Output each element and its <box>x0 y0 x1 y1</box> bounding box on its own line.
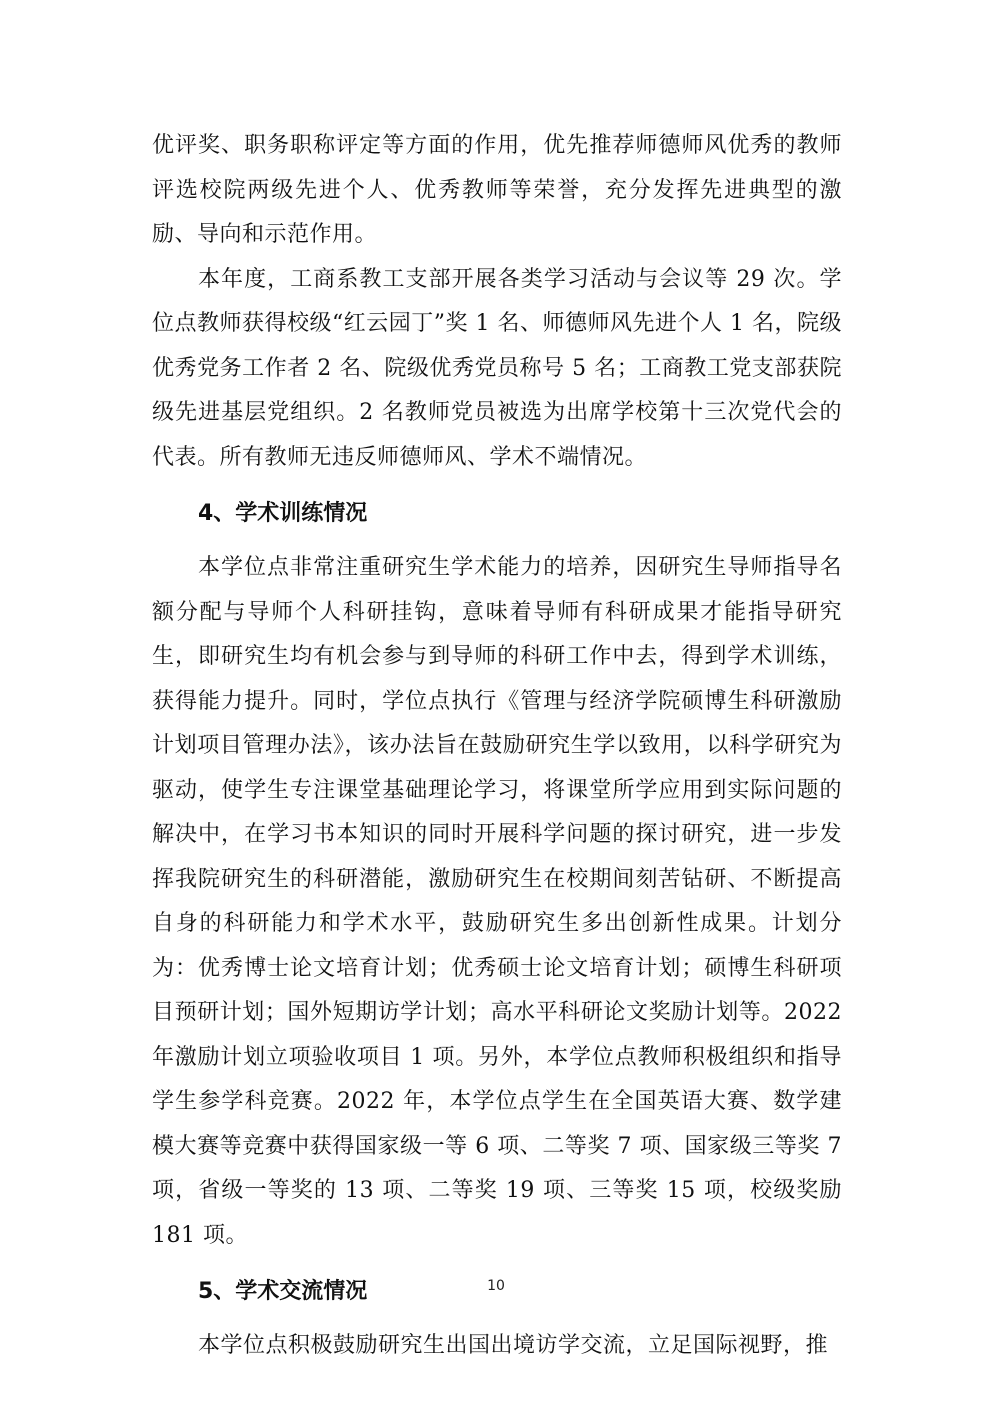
section-heading-academic-training: 4、学术训练情况 <box>198 501 368 526</box>
section-heading-academic-exchange: 5、学术交流情况 <box>198 1279 368 1304</box>
page-number: 10 <box>487 1278 505 1294</box>
paragraph-continuation: 优评奖、职务职称评定等方面的作用，优先推荐师德师风优秀的教师评选校院两级先进个人、优秀教师等荣誉，充分发挥先进典型的激励、导向和示范作用。 <box>152 133 842 247</box>
paragraph-party-branch: 本年度，工商系教工支部开展各类学习活动与会议等 29 次。学位点教师获得校级“红云园丁”奖 1 名、师德师风先进个人 1 名，院级优秀党务工作者 2 名、院级优秀党员称号 5 名；工商教工党支部获院级先进基层党组织。2 名教师党员被选为出席学校第十三次党代会的代表。所有教师无违反师德师风、学术不端情况。 <box>152 266 842 470</box>
paragraph-academic-training: 本学位点非常注重研究生学术能力的培养，因研究生导师指导名额分配与导师个人科研挂钩，意味着导师有科研成果才能指导研究生，即研究生均有机会参与到导师的科研工作中去，得到学术训练，获得能力提升。同时，学位点执行《管理与经济学院硕博生科研激励计划项目管理办法》，该办法旨在鼓励研究生学以致用，以科学研究为驱动，使学生专注课堂基础理论学习，将课堂所学应用到实际问题的解决中，在学习书本知识的同时开展科学问题的探讨研究，进一步发挥我院研究生的科研潜能，激励研究生在校期间刻苦钻研、不断提高自身的科研能力和学术水平，鼓励研究生多出创新性成果。计划分为：优秀博士论文培育计划；优秀硕士论文培育计划；硕博生科研项目预研计划；国外短期访学计划；高水平科研论文奖励计划等。2022 年激励计划立项验收项目 1 项。另外，本学位点教师积极组织和指导学生参学科竞赛。2022 年，本学位点学生在全国英语大赛、数学建模大赛等竞赛中获得国家级一等 6 项、二等奖 7 项、国家级三等奖 7 项，省级一等奖的 13 项、二等奖 19 项、三等奖 15 项，校级奖励 181 项。 <box>152 555 842 1248</box>
document-body <box>152 124 842 1369</box>
paragraph-academic-exchange: 本学位点积极鼓励研究生出国出境访学交流，立足国际视野，推 <box>198 1333 829 1358</box>
